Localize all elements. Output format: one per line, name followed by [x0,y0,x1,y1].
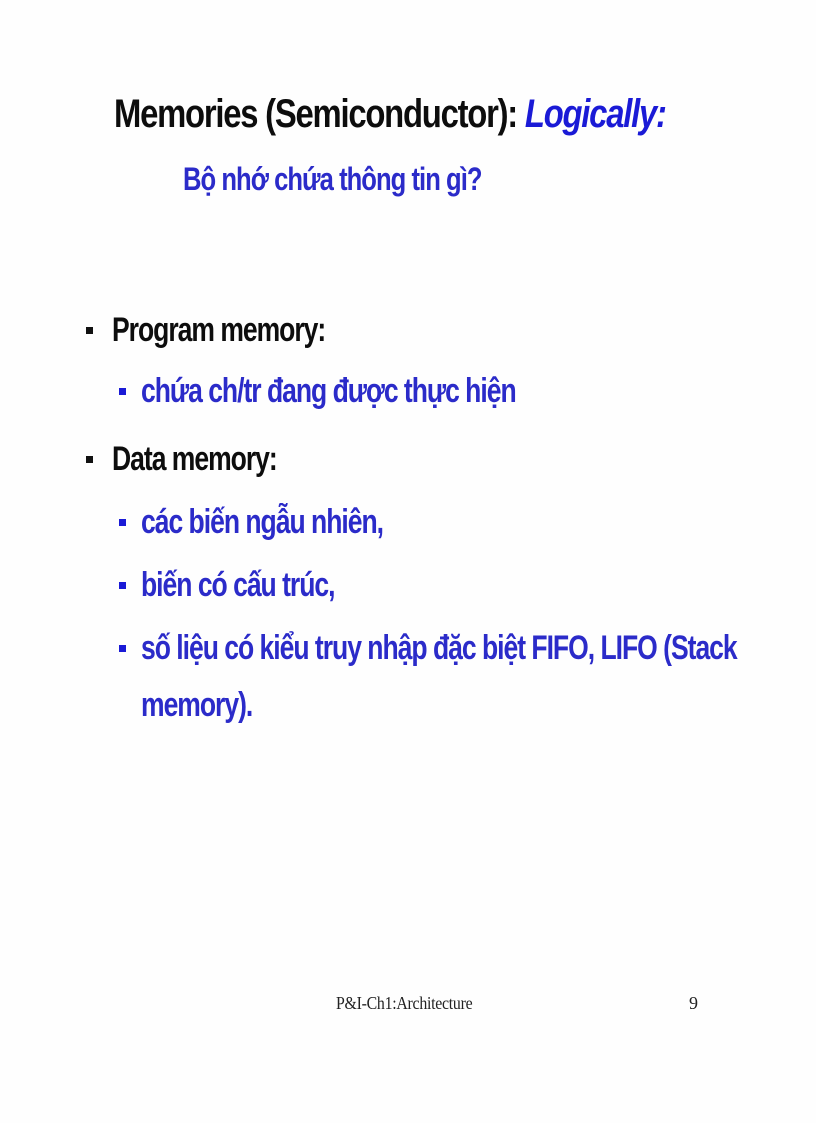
title-accent-colon: : [655,92,666,136]
bullet-text: chứa ch/tr đang được thực hiện [141,372,516,410]
bullet-program-memory [86,311,385,350]
title-main-text: Memories (Semiconductor): [114,92,525,136]
title-accent-text: Logically [524,92,656,136]
footer-label: P&I-Ch1:Architecture [336,993,473,1013]
square-bullet-icon [119,582,126,589]
sub-bullet-random-variables [119,503,451,542]
bullet-text: các biến ngẫu nhiên, [141,503,384,541]
sub-bullet-program-content [119,372,621,411]
bullet-continuation-text: memory). [141,686,253,724]
bullet-text: Program memory: [112,311,326,349]
square-bullet-icon [119,388,126,395]
page-number: 9 [689,993,698,1013]
slide-subtitle: Bộ nhớ chứa thông tin gì? [183,161,482,197]
bullet-text: số liệu có kiểu truy nhập đặc biệt FIFO, LIFO (Stack [141,629,737,667]
bullet-text: biến có cấu trúc, [141,566,335,604]
bullet-data-memory [86,440,323,479]
square-bullet-icon [86,456,93,463]
sub-bullet-special-access-data [119,629,816,668]
square-bullet-icon [86,327,93,334]
sub-bullet-structured-variables [119,566,389,605]
square-bullet-icon [119,519,126,526]
bullet-text: Data memory: [112,440,277,478]
slide-title [114,92,666,137]
square-bullet-icon [119,645,126,652]
